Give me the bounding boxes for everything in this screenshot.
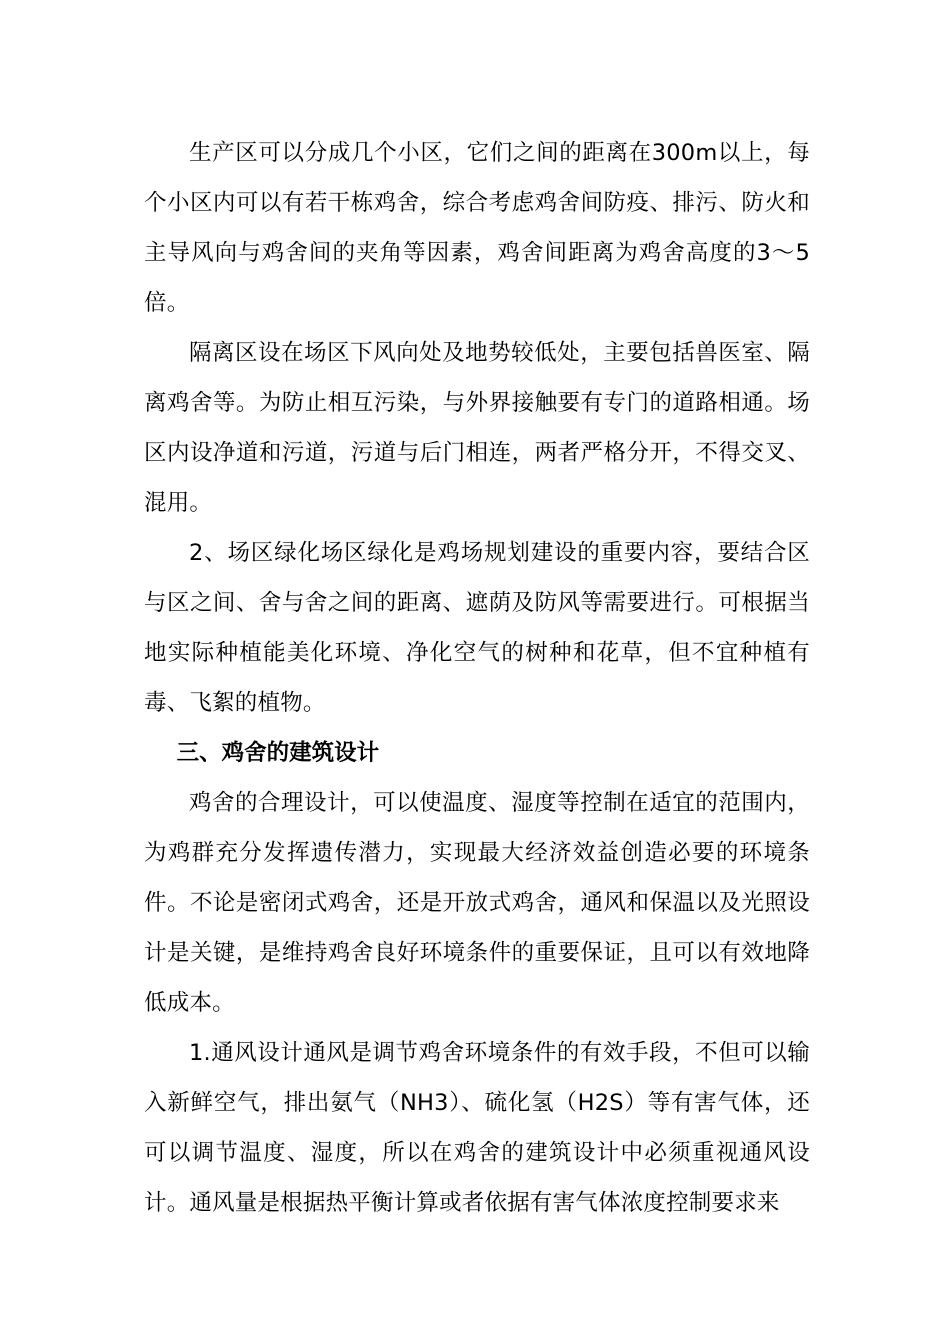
paragraph-house-design: 鸡舍的合理设计，可以使温度、湿度等控制在适宜的范围内，为鸡群充分发挥遗传潜力，实现最大经济效益创造必要的环境条件。不论是密闭式鸡舍，还是开放式鸡舍，通风和保温以及光照设计是关键，是维持鸡舍良好环境条件的重要保证，且可以有效地降低成本。: [144, 790, 810, 1016]
section-heading: 三、鸡舍的建筑设计: [176, 740, 380, 766]
paragraph-isolation-zone: 隔离区设在场区下风向处及地势较低处，主要包括兽医室、隔离鸡舍等。为防止相互污染，与外界接触要有专门的道路相通。场区内设净道和污道，污道与后门相连，两者严格分开，不得交叉、混用。: [144, 340, 810, 516]
paragraph-ventilation: 1.通风设计通风是调节鸡舍环境条件的有效手段，不但可以输入新鲜空气，排出氨气（NH3）、硫化氢（H2S）等有害气体，还可以调节温度、湿度，所以在鸡舍的建筑设计中必须重视通风设计。通风量是根据热平衡计算或者依据有害气体浓度控制要求来: [144, 1040, 810, 1216]
document-body: [144, 128, 810, 1228]
paragraph-greening: 2、场区绿化场区绿化是鸡场规划建设的重要内容，要结合区与区之间、舍与舍之间的距离、遮荫及防风等需要进行。可根据当地实际种植能美化环境、净化空气的树种和花草，但不宜种植有毒、飞絮的植物。: [144, 540, 810, 716]
paragraph-production-zone: 生产区可以分成几个小区，它们之间的距离在300m以上，每个小区内可以有若干栋鸡舍，综合考虑鸡舍间防疫、排污、防火和主导风向与鸡舍间的夹角等因素，鸡舍间距离为鸡舍高度的3～5倍。: [144, 140, 810, 316]
